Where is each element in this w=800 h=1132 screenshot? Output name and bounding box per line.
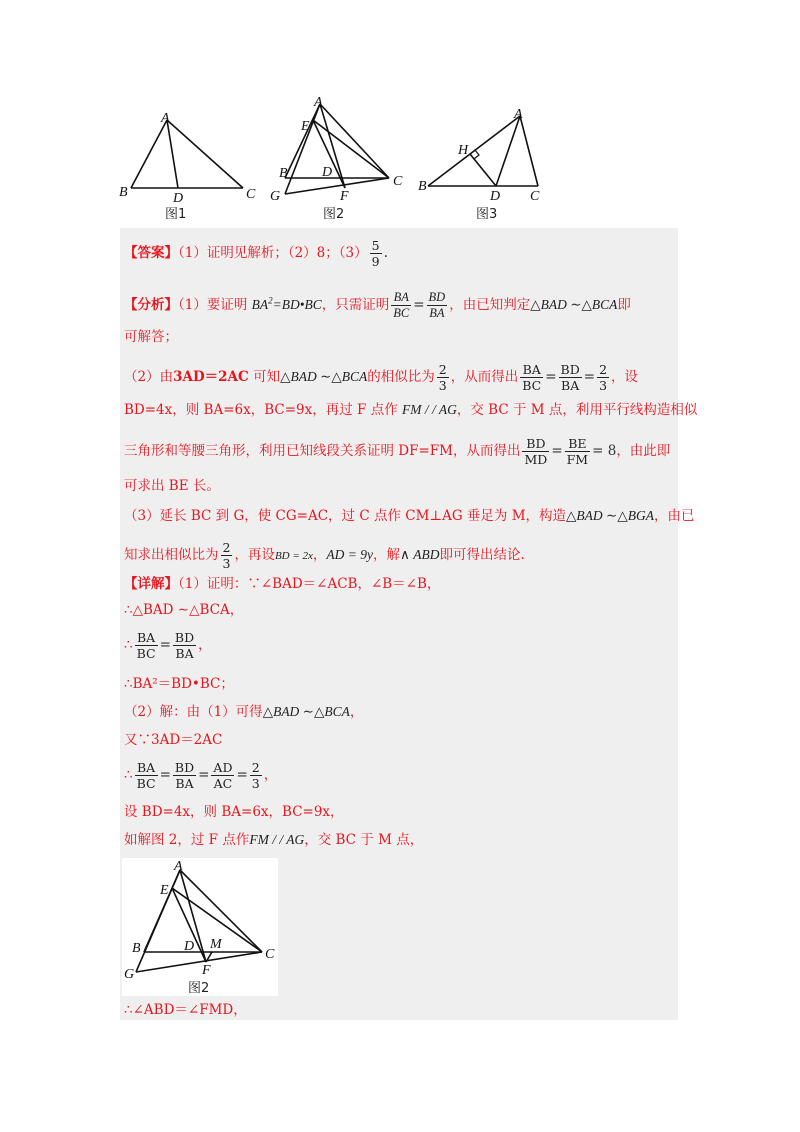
inline-fig-caption: 图2 xyxy=(188,981,210,996)
fig1-label-a: A xyxy=(161,111,170,126)
fig3-label-b: B xyxy=(418,179,427,194)
fig2-label-c: C xyxy=(393,174,403,189)
detail-line-4: ∴BA²＝BD•BC； xyxy=(124,676,234,692)
figure-3 xyxy=(418,106,548,226)
inline-label-c: C xyxy=(265,947,275,962)
answer-label: 【答案】 xyxy=(124,245,178,261)
detail-line-5: （2）解：由（1）可得△BAD ∼△BCA， xyxy=(124,704,364,720)
fig2-label-f: F xyxy=(340,189,349,204)
fig3-caption: 图3 xyxy=(476,207,498,222)
inline-label-d: D xyxy=(184,939,195,954)
inline-label-m: M xyxy=(210,937,222,952)
inline-figure-2 xyxy=(122,858,278,996)
inline-label-e: E xyxy=(160,883,169,898)
inline-label-f: F xyxy=(202,963,211,978)
fig3-label-h: H xyxy=(458,143,469,158)
analysis-line-7: （3）延长 BC 到 G，使 CG=AC，过 C 点作 CM⊥AG 垂足为 M，构造△BAD ∼△BGA，由已 xyxy=(124,508,695,524)
figure-1 xyxy=(115,108,265,226)
fig2-label-e: E xyxy=(301,119,310,134)
inline-label-b: B xyxy=(132,941,141,956)
fig3-label-a: A xyxy=(514,107,523,122)
answer-text: （1）证明见解析；（2）8；（3） xyxy=(178,245,368,261)
analysis-line-1: 【分析】（1）要证明 $BA^2=BD•BC$，只需证明 $\frac{BA}{BC}$ = $\frac{BD}{BA}$ ，由已知判定△BAD ∼△BCA即 xyxy=(124,290,631,320)
detail-line-10: ∴∠ABD＝∠FMD， xyxy=(124,1002,247,1018)
figure-2 xyxy=(265,94,415,226)
inline-label-a: A xyxy=(174,859,183,874)
analysis-line-6: 可求出 BE 长。 xyxy=(124,478,220,494)
analysis-line-5: 三角形和等腰三角形，利用已知线段关系证明 DF=FM，从而得出 $\frac{BD}{MD}$ = $\frac{BE}{FM}$ = 8，由此即 xyxy=(124,436,671,467)
fig1-label-c: C xyxy=(246,187,256,202)
fig2-caption: 图2 xyxy=(323,207,345,222)
fig3-label-d: D xyxy=(490,189,501,204)
fig2-label-a: A xyxy=(314,95,323,110)
fig2-label-d: D xyxy=(322,165,333,180)
fig1-caption: 图1 xyxy=(165,207,187,222)
detail-line-3: ∴ $\frac{BA}{BC}$ = $\frac{BD}{BA}$ ， xyxy=(124,630,212,661)
answer-line: 【答案】（1）证明见解析；（2）8；（3） $\frac{5}{9}$ . xyxy=(124,238,388,269)
fig3-label-c: C xyxy=(530,189,540,204)
detail-line-2: ∴△BAD ∼△BCA， xyxy=(124,602,244,618)
detail-label: 【详解】 xyxy=(124,576,178,592)
detail-line-6: 又∵3AD＝2AC xyxy=(124,732,223,748)
fig1-label-d: D xyxy=(173,191,184,206)
analysis-line-3: （2）由3AD＝2AC 可知△BAD ∼△BCA的相似比为 $\frac{2}{3}$ ，从而得出 $\frac{BA}{BC}$ = $\frac{BD}{BA}$ = $\frac{2}{3}$ ，设 xyxy=(124,362,639,393)
fig2-label-g: G xyxy=(270,189,281,204)
analysis-line-2: 可解答； xyxy=(124,329,178,345)
analysis-label: 【分析】 xyxy=(124,297,178,313)
detail-line-1: 【详解】（1）证明：∵∠BAD＝∠ACB，∠B＝∠B， xyxy=(124,576,441,592)
answer-fraction: $\frac{5}{9}$ xyxy=(371,238,380,269)
detail-line-8: 设 BD=4x，则 BA=6x，BC=9x， xyxy=(124,804,344,820)
fig2-label-b: B xyxy=(279,166,288,181)
analysis-line-4: BD=4x，则 BA=6x，BC=9x，再过 F 点作 FM / / AG，交 BC 于 M 点，利用平行线构造相似 xyxy=(124,402,698,418)
inline-label-g: G xyxy=(124,967,135,982)
detail-line-9: 如解图 2，过 F 点作FM / / AG，交 BC 于 M 点， xyxy=(124,832,424,848)
analysis-line-8: 知求出相似比为 $\frac{2}{3}$ ，再设BD = 2x，AD = 9y，解∧ ABD即可得出结论. xyxy=(124,540,525,571)
fig1-label-b: B xyxy=(119,185,128,200)
detail-line-7: ∴ $\frac{BA}{BC}$ = $\frac{BD}{BA}$ = $\frac{AD}{AC}$ = $\frac{2}{3}$ ， xyxy=(124,760,278,791)
